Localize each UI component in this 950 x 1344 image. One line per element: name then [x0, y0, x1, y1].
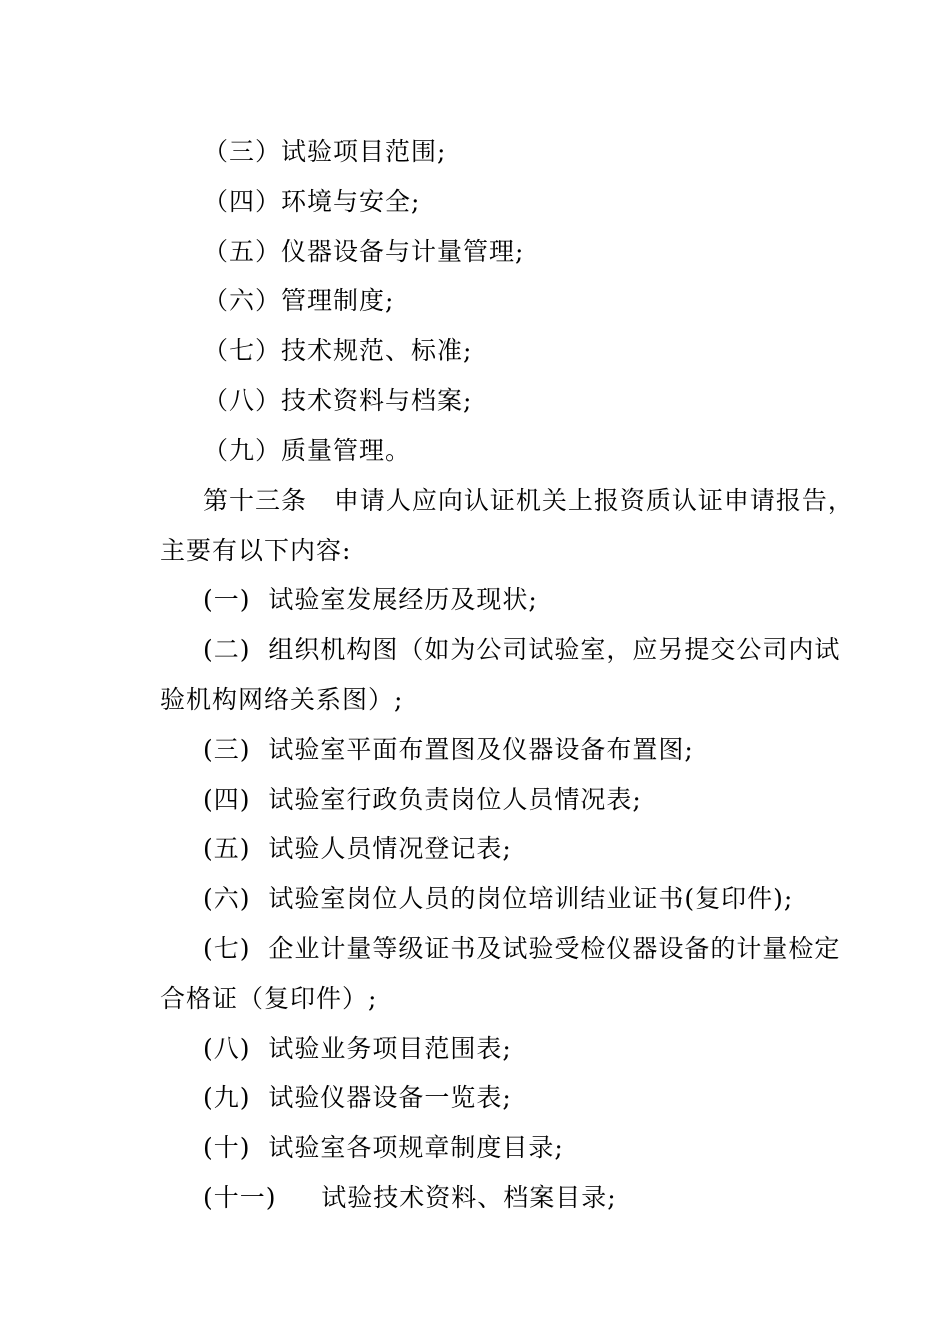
list-item: (三) 试验室平面布置图及仪器设备布置图; [203, 735, 694, 764]
list-item: (四) 试验室行政负责岗位人员情况表; [203, 785, 642, 814]
text-line: 主要有以下内容: [160, 536, 352, 565]
text-line: （八）技术资料与档案; [203, 386, 473, 415]
list-item: (五) 试验人员情况登记表; [203, 834, 512, 863]
text-line: （三）试验项目范围; [203, 137, 447, 166]
list-item: (八) 试验业务项目范围表; [203, 1034, 512, 1063]
text-line: （六）管理制度; [203, 286, 395, 315]
text-line: （七）技术规范、标准; [203, 336, 473, 365]
text-line: （九）质量管理。 [203, 436, 412, 465]
text-line: （四）环境与安全; [203, 187, 421, 216]
list-item: (十) 试验室各项规章制度目录; [203, 1133, 564, 1162]
list-item-continuation: 验机构网络关系图）; [160, 685, 404, 714]
list-item-continuation: 合格证（复印件）; [160, 984, 378, 1013]
article-heading-line: 第十三条 申请人应向认证机关上报资质认证申请报告， [203, 486, 854, 515]
text-line: （五）仪器设备与计量管理; [203, 237, 525, 266]
list-item: (七) 企业计量等级证书及试验受检仪器设备的计量检定 [203, 934, 841, 963]
list-item: (一) 试验室发展经历及现状; [203, 585, 538, 614]
list-item: (二) 组织机构图（如为公司试验室，应另提交公司内试 [203, 635, 841, 664]
list-item: (十一) 试验技术资料、档案目录; [203, 1183, 617, 1212]
list-item: (六) 试验室岗位人员的岗位培训结业证书(复印件); [203, 884, 794, 913]
list-item: (九) 试验仪器设备一览表; [203, 1083, 512, 1112]
